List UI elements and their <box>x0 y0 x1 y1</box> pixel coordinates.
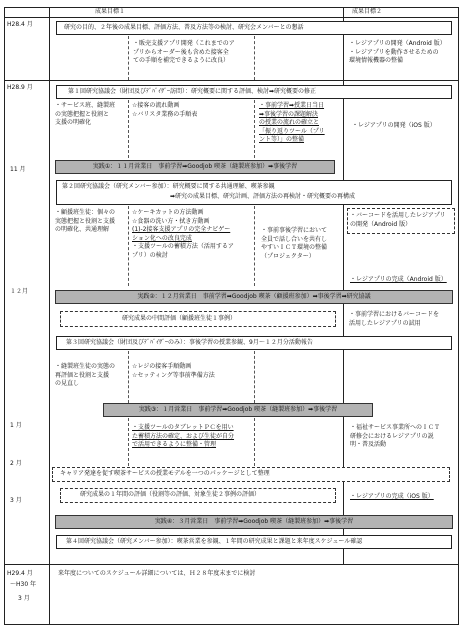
date-3: 3 月 <box>10 497 22 504</box>
annual-eval-text: 研究成果の１年間の評価（役割等の評価、対象生徒２事例の評価） <box>80 491 261 498</box>
date-h30: ～H30 年 <box>10 581 37 588</box>
header-divider <box>4 17 459 18</box>
council-2-line2: ➡研究の成果目標、研究計画、評価方法の再検討・研究概要の再構成 <box>170 193 356 200</box>
council-2-line1: 第２回研究協議会（研究メンバー参加）：研究概要に関する共通理解、喫茶参観 <box>62 183 275 190</box>
sep-row1 <box>4 80 459 81</box>
row3-dash-v1 <box>128 206 129 286</box>
sep-row-bottom <box>4 564 459 565</box>
council-1-text: 第１回研究協議会（財団及びﾃﾞﾊﾞｲｻﾞｰ訪問）：研究概要に関する評価、検討➡研究概要の修正 <box>68 88 317 95</box>
row1-dash-v1 <box>128 36 129 80</box>
date-3-end: 3 月 <box>18 595 30 602</box>
date-h28-4: H28.4 月 <box>7 21 33 28</box>
row3-dash-v2 <box>254 206 255 286</box>
row3-col3: ・事前事後学習において 全員で話し合いを共有し やすいＩＣＴ環境の整備 （プロジェクター） <box>261 227 328 260</box>
practice-4-band: 実践④：３月営業日 事前学習➡Goodjob 喫茶（縫製班参加）➡事後学習 <box>55 515 453 529</box>
row2-dash-v1 <box>128 100 129 158</box>
row5-col1: ・縫製班生徒の実態の 再評価と役割と支援 の見直し <box>55 363 116 388</box>
council-4-text: 第４回研究協議会（研究メンバー参加）：喫茶営業を参観、１年間の研究成果と課題と来年度スケジュール確認 <box>66 538 363 545</box>
row3-col4: ・バーコードを活用したレジアプリ の開発（Android 版） <box>350 212 446 228</box>
practice-2-band: 実践②：１２月営業日 事前学習➡Goodjob 喫茶（顧援班参加）➡事後学習➡研究協議 <box>55 290 453 304</box>
career-package-text: キャリア発達を促す喫茶サービスの授業モデルを一つのパッケージとして整理 <box>60 470 270 477</box>
date-11: 11 月 <box>10 166 26 173</box>
register-ios-complete: ・レジアプリの完成（iOS 版） <box>350 493 434 500</box>
row6-col2: ・支援ツールのタブレットＰＣを用い た蓄積方法の確定、および生徒が自分 で活用できるように整備・管理 <box>132 424 235 449</box>
row5-dash-v1 <box>128 351 129 403</box>
date-h29-4: H29.4 月 <box>7 570 33 577</box>
row3-col2: ☆ケーキカットの方法動画 ☆食器の洗い方・拭き方動画 (1)-2接客支援アプリの完全ナビゲー ション化への改良完成 ・支援ツールの蓄積方法（活用するア プリ）の検討 <box>132 209 234 259</box>
practice-3-band: 実践③：１月営業日 事前学習➡Goodjob 喫茶（縫製班参加）➡事後学習 <box>103 403 373 417</box>
date-12: １２月 <box>10 288 29 295</box>
next-year-text: 来年度についてのスケジュール詳細については、Ｈ２８年度末までに検討 <box>58 570 256 577</box>
research-purpose-text: 研究の目的、２年後の成果目標、評価方法、普及方法等の検討、研究会メンバーとの懇話 <box>64 24 304 31</box>
row3-col5: ・レジアプリの完成（Android 版） <box>350 276 447 283</box>
council-3-text: 第３回研究協議会（財団及びﾃﾞﾊﾞｲｻﾞｰのみ）：事後学習の授業参観、9月～１２月分活動報告 <box>66 339 313 346</box>
practice-1-band: 実践①：１１月営業日 事前学習➡Goodjob 喫茶（縫製班参加）➡事後学習 <box>55 160 335 174</box>
row6-dash-v1 <box>128 418 129 466</box>
date-2: 2 月 <box>10 460 22 467</box>
sales-support-app-text: ・販売支援アプリ開発（これまでのア プリからオーダー後も含めた接客全 ての手順を補完できるように改良） <box>133 40 235 65</box>
interim-eval-text: 研究成果の中間評価（顧援班生徒１事例） <box>122 315 237 322</box>
row2-col4: ・レジアプリの開発（iOS 版） <box>352 122 436 129</box>
row5-col2: ☆レジの接客手順動画 ☆セッティング等事前準備方法 <box>132 363 215 379</box>
barcode-trial-text: ・事前学習におけるバーコードを 活用したレジアプリの試用 <box>349 311 440 327</box>
ict-training-text: ・福祉サービス事業所へのＩＣＴ 研修会におけるレジアプリの説 明・普及活動 <box>350 424 441 449</box>
row2-dash-v2 <box>254 100 255 158</box>
row2-col1: ・サービス班、縫製班 の実態把握と役割と 支援の明確化 <box>55 102 116 127</box>
row6-dash-v2 <box>254 418 255 466</box>
register-app-text: ・レジアプリの開発（Android 版） ・レジアプリを動作させるための 環境情報機器の整備 <box>349 40 446 65</box>
date-1: 1 月 <box>10 422 22 429</box>
row5-dash-v2 <box>254 351 255 403</box>
row2-col2: ☆接客の流れ動画 ☆バリスタ業務の手順表 <box>132 102 198 118</box>
date-column-divider <box>49 7 50 625</box>
goal1-header: 成果目標１ <box>95 8 126 15</box>
row2-col3: ・事前学習➡授業日当日 ➡事後学習の課題解決 の授業の流れの確立と 「振り返りツール（プリ ント等）」の整備 <box>259 102 325 144</box>
row1-dash-v2 <box>254 36 255 80</box>
row3-col1: ・顧援班生徒：個々の 実態把握と役割と支援 の明確化、共通理解 <box>55 209 116 234</box>
date-h28-9: H28.9 月 <box>7 84 33 91</box>
goal2-header: 成果目標２ <box>352 8 383 15</box>
